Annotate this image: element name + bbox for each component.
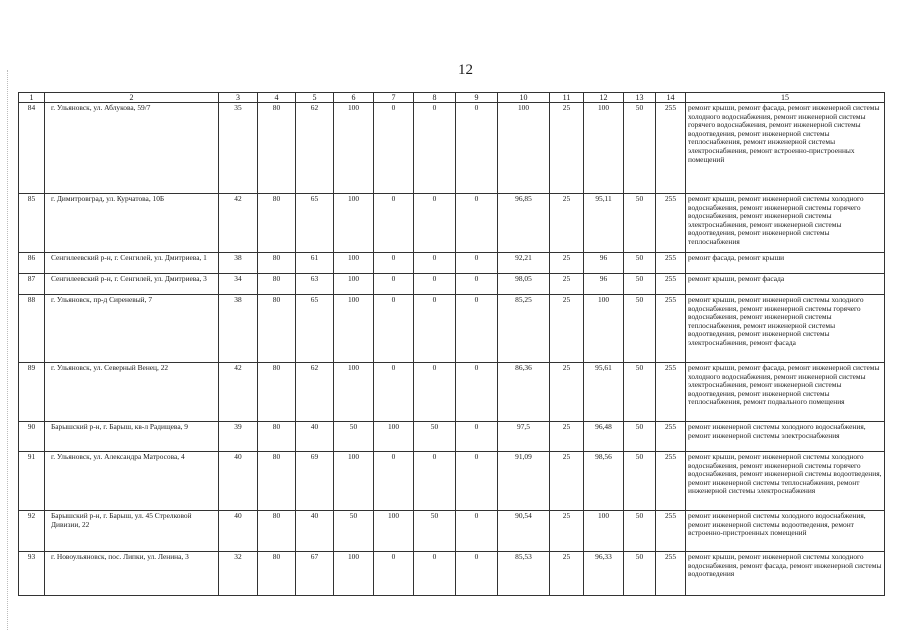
works-description-cell: ремонт инженерной системы холодного водоснабжения, ремонт инженерной системы водоотведения, ремонт встроенно-пристроенных помещений xyxy=(686,511,885,552)
value-cell: 98,56 xyxy=(584,452,624,511)
value-cell: 50 xyxy=(334,422,374,452)
row-number: 84 xyxy=(19,103,45,194)
column-header: 2 xyxy=(45,93,219,103)
value-cell: 50 xyxy=(624,422,656,452)
value-cell: 100 xyxy=(498,103,550,194)
table-row xyxy=(19,194,885,253)
value-cell: 0 xyxy=(456,452,498,511)
table-row xyxy=(19,363,885,422)
value-cell: 63 xyxy=(296,274,334,295)
value-cell: 42 xyxy=(219,194,258,253)
address-cell: Барышский р-н, г. Барыш, ул. 45 Стрелковой Дивизии, 22 xyxy=(45,511,219,552)
value-cell: 0 xyxy=(456,552,498,596)
value-cell: 25 xyxy=(550,511,584,552)
works-description-cell: ремонт крыши, ремонт фасада, ремонт инженерной системы холодного водоснабжения, ремонт инженерной системы горячего водоснабжения, ремонт инженерной системы водоотведения, ремонт инженерной системы теплоснабжения, ремонт инженерной системы электроснабжения, ремонт встроенно-пристроенных помещений xyxy=(686,103,885,194)
value-cell: 96,85 xyxy=(498,194,550,253)
value-cell: 85,53 xyxy=(498,552,550,596)
value-cell: 255 xyxy=(656,103,686,194)
value-cell: 0 xyxy=(456,422,498,452)
value-cell: 98,05 xyxy=(498,274,550,295)
value-cell: 40 xyxy=(219,511,258,552)
value-cell: 80 xyxy=(258,274,296,295)
value-cell: 0 xyxy=(414,103,456,194)
value-cell: 25 xyxy=(550,274,584,295)
value-cell: 25 xyxy=(550,422,584,452)
value-cell: 32 xyxy=(219,552,258,596)
value-cell: 97,5 xyxy=(498,422,550,452)
value-cell: 80 xyxy=(258,194,296,253)
row-number: 88 xyxy=(19,295,45,363)
value-cell: 80 xyxy=(258,452,296,511)
value-cell: 96,33 xyxy=(584,552,624,596)
value-cell: 80 xyxy=(258,422,296,452)
value-cell: 80 xyxy=(258,103,296,194)
address-cell: г. Новоульяновск, пос. Липки, ул. Ленина, 3 xyxy=(45,552,219,596)
row-number: 85 xyxy=(19,194,45,253)
table-row xyxy=(19,552,885,596)
value-cell: 25 xyxy=(550,452,584,511)
value-cell: 50 xyxy=(624,194,656,253)
value-cell: 65 xyxy=(296,295,334,363)
column-header: 12 xyxy=(584,93,624,103)
column-header: 1 xyxy=(19,93,45,103)
value-cell: 255 xyxy=(656,363,686,422)
value-cell: 255 xyxy=(656,194,686,253)
value-cell: 0 xyxy=(414,194,456,253)
value-cell: 0 xyxy=(374,552,414,596)
value-cell: 0 xyxy=(456,274,498,295)
works-description-cell: ремонт крыши, ремонт инженерной системы холодного водоснабжения, ремонт фасада, ремонт инженерной системы водоотведения xyxy=(686,552,885,596)
value-cell: 0 xyxy=(456,103,498,194)
value-cell: 62 xyxy=(296,363,334,422)
value-cell: 0 xyxy=(374,295,414,363)
value-cell: 95,61 xyxy=(584,363,624,422)
works-description-cell: ремонт крыши, ремонт инженерной системы холодного водоснабжения, ремонт инженерной системы горячего водоснабжения, ремонт инженерной системы теплоснабжения, ремонт инженерной системы водоотведения, ремонт инженерной системы электроснабжения, ремонт фасада xyxy=(686,295,885,363)
value-cell: 90,54 xyxy=(498,511,550,552)
value-cell: 50 xyxy=(414,422,456,452)
row-number: 86 xyxy=(19,253,45,274)
value-cell: 65 xyxy=(296,194,334,253)
value-cell: 50 xyxy=(624,274,656,295)
value-cell: 96 xyxy=(584,274,624,295)
row-number: 93 xyxy=(19,552,45,596)
address-cell: г. Димитровград, ул. Курчатова, 10Б xyxy=(45,194,219,253)
scan-margin-line xyxy=(7,70,9,630)
address-cell: г. Ульяновск, пр-д Сиреневый, 7 xyxy=(45,295,219,363)
value-cell: 100 xyxy=(584,295,624,363)
value-cell: 0 xyxy=(374,363,414,422)
value-cell: 100 xyxy=(374,422,414,452)
column-header: 3 xyxy=(219,93,258,103)
page-number: 12 xyxy=(458,62,473,78)
column-header: 13 xyxy=(624,93,656,103)
value-cell: 0 xyxy=(456,295,498,363)
value-cell: 40 xyxy=(296,511,334,552)
value-cell: 50 xyxy=(624,552,656,596)
value-cell: 0 xyxy=(374,253,414,274)
value-cell: 255 xyxy=(656,274,686,295)
value-cell: 35 xyxy=(219,103,258,194)
value-cell: 0 xyxy=(456,253,498,274)
value-cell: 0 xyxy=(414,295,456,363)
address-cell: г. Ульяновск, ул. Северный Венец, 22 xyxy=(45,363,219,422)
value-cell: 80 xyxy=(258,363,296,422)
table-row xyxy=(19,295,885,363)
value-cell: 40 xyxy=(296,422,334,452)
value-cell: 80 xyxy=(258,552,296,596)
column-header: 6 xyxy=(334,93,374,103)
value-cell: 0 xyxy=(456,363,498,422)
table-row xyxy=(19,103,885,194)
value-cell: 38 xyxy=(219,253,258,274)
value-cell: 95,11 xyxy=(584,194,624,253)
value-cell: 96 xyxy=(584,253,624,274)
column-header: 4 xyxy=(258,93,296,103)
value-cell: 255 xyxy=(656,422,686,452)
value-cell: 255 xyxy=(656,452,686,511)
value-cell: 69 xyxy=(296,452,334,511)
value-cell: 50 xyxy=(334,511,374,552)
column-header: 9 xyxy=(456,93,498,103)
value-cell: 100 xyxy=(584,511,624,552)
value-cell: 100 xyxy=(334,295,374,363)
table-row xyxy=(19,274,885,295)
value-cell: 0 xyxy=(414,363,456,422)
value-cell: 255 xyxy=(656,552,686,596)
column-header: 15 xyxy=(686,93,885,103)
table-row xyxy=(19,422,885,452)
value-cell: 50 xyxy=(624,103,656,194)
value-cell: 100 xyxy=(334,452,374,511)
address-cell: Барышский р-н, г. Барыш, кв-л Радищева, 9 xyxy=(45,422,219,452)
row-number: 87 xyxy=(19,274,45,295)
column-header: 11 xyxy=(550,93,584,103)
value-cell: 0 xyxy=(374,194,414,253)
value-cell: 0 xyxy=(374,274,414,295)
value-cell: 80 xyxy=(258,511,296,552)
value-cell: 61 xyxy=(296,253,334,274)
value-cell: 39 xyxy=(219,422,258,452)
value-cell: 80 xyxy=(258,295,296,363)
value-cell: 34 xyxy=(219,274,258,295)
value-cell: 85,25 xyxy=(498,295,550,363)
row-number: 92 xyxy=(19,511,45,552)
value-cell: 25 xyxy=(550,103,584,194)
value-cell: 80 xyxy=(258,253,296,274)
value-cell: 50 xyxy=(624,253,656,274)
data-table xyxy=(18,92,885,596)
address-cell: г. Ульяновск, ул. Аблукова, 59/7 xyxy=(45,103,219,194)
works-description-cell: ремонт фасада, ремонт крыши xyxy=(686,253,885,274)
value-cell: 50 xyxy=(624,452,656,511)
column-header: 14 xyxy=(656,93,686,103)
works-description-cell: ремонт крыши, ремонт инженерной системы холодного водоснабжения, ремонт инженерной системы горячего водоснабжения, ремонт инженерной системы водоотведения, ремонт инженерной системы теплоснабжения, ремонт инженерной системы электроснабжения xyxy=(686,452,885,511)
column-header: 10 xyxy=(498,93,550,103)
value-cell: 50 xyxy=(414,511,456,552)
value-cell: 100 xyxy=(374,511,414,552)
value-cell: 255 xyxy=(656,253,686,274)
value-cell: 255 xyxy=(656,511,686,552)
row-number: 91 xyxy=(19,452,45,511)
table-row xyxy=(19,253,885,274)
value-cell: 92,21 xyxy=(498,253,550,274)
value-cell: 0 xyxy=(456,194,498,253)
value-cell: 62 xyxy=(296,103,334,194)
value-cell: 100 xyxy=(334,363,374,422)
column-header: 7 xyxy=(374,93,414,103)
row-number: 90 xyxy=(19,422,45,452)
value-cell: 40 xyxy=(219,452,258,511)
value-cell: 0 xyxy=(414,253,456,274)
value-cell: 0 xyxy=(414,452,456,511)
value-cell: 255 xyxy=(656,295,686,363)
value-cell: 0 xyxy=(374,103,414,194)
value-cell: 100 xyxy=(334,253,374,274)
works-description-cell: ремонт крыши, ремонт фасада, ремонт инженерной системы холодного водоснабжения, ремонт инженерной системы электроснабжения, ремонт инженерной системы водоотведения, ремонт инженерной системы теплоснабжения, ремонт подвального помещения xyxy=(686,363,885,422)
value-cell: 25 xyxy=(550,253,584,274)
value-cell: 50 xyxy=(624,295,656,363)
value-cell: 38 xyxy=(219,295,258,363)
value-cell: 50 xyxy=(624,363,656,422)
header-row xyxy=(19,93,885,103)
value-cell: 96,48 xyxy=(584,422,624,452)
row-number: 89 xyxy=(19,363,45,422)
works-description-cell: ремонт инженерной системы холодного водоснабжения, ремонт инженерной системы электроснабжения xyxy=(686,422,885,452)
value-cell: 0 xyxy=(414,274,456,295)
value-cell: 25 xyxy=(550,295,584,363)
value-cell: 100 xyxy=(334,103,374,194)
column-header: 8 xyxy=(414,93,456,103)
table-row xyxy=(19,452,885,511)
value-cell: 0 xyxy=(374,452,414,511)
value-cell: 50 xyxy=(624,511,656,552)
address-cell: Сенгилеевский р-н, г. Сенгилей, ул. Дмитриева, 3 xyxy=(45,274,219,295)
value-cell: 0 xyxy=(456,511,498,552)
value-cell: 25 xyxy=(550,194,584,253)
works-description-cell: ремонт крыши, ремонт инженерной системы холодного водоснабжения, ремонт инженерной системы горячего водоснабжения, ремонт инженерной системы электроснабжения, ремонт инженерной системы водоотведения, ремонт инженерной системы теплоснабжения xyxy=(686,194,885,253)
value-cell: 100 xyxy=(334,194,374,253)
table-row xyxy=(19,511,885,552)
value-cell: 91,09 xyxy=(498,452,550,511)
value-cell: 67 xyxy=(296,552,334,596)
value-cell: 42 xyxy=(219,363,258,422)
value-cell: 25 xyxy=(550,552,584,596)
address-cell: Сенгилеевский р-н, г. Сенгилей, ул. Дмитриева, 1 xyxy=(45,253,219,274)
works-description-cell: ремонт крыши, ремонт фасада xyxy=(686,274,885,295)
value-cell: 100 xyxy=(334,552,374,596)
value-cell: 100 xyxy=(334,274,374,295)
value-cell: 0 xyxy=(414,552,456,596)
address-cell: г. Ульяновск, ул. Александра Матросова, 4 xyxy=(45,452,219,511)
value-cell: 86,36 xyxy=(498,363,550,422)
value-cell: 100 xyxy=(584,103,624,194)
column-header: 5 xyxy=(296,93,334,103)
value-cell: 25 xyxy=(550,363,584,422)
